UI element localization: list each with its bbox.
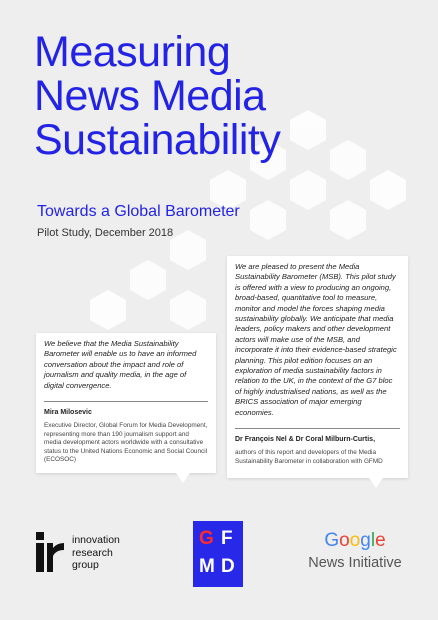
news-initiative-label: News Initiative	[308, 555, 402, 571]
google-letter: G	[324, 530, 340, 551]
gfmd-letter-d: D	[221, 556, 235, 577]
report-edition: Pilot Study, December 2018	[37, 227, 174, 239]
google-letter: l	[370, 530, 376, 551]
divider	[235, 428, 400, 429]
title-line-1: Measuring	[34, 28, 231, 76]
quote-author-role: Executive Director, Global Forum for Media Development, representing more than 190 journalism support and media development actors worldwide with a consultative status to the United Nations Economic and Social Council (ECOSOC)	[44, 422, 208, 464]
google-letter: o	[349, 530, 361, 551]
quote-text: We are pleased to present the Media Sustainability Barometer (MSB). This pilot study is offered with a view to producing an ongoing, broad-based, quantitative tool to measure, monitor and model the forces shaping media sustainability globally. We anticipate that media leaders, policy makers and other development actors will make use of the MSB, and incorporate it into their evidence-based strategic planning. This pilot edition focuses on an exploration of media sustainability factors in relation to the UK, in the context of the G7 bloc of highly industrialised nations, as well as the BRICS association of major emerging economies.	[235, 262, 397, 417]
speech-bubble-tail	[176, 473, 190, 483]
ir-word-research: research	[72, 546, 113, 559]
gfmd-letter-f: F	[221, 528, 233, 549]
quote-card-milosevic	[36, 333, 216, 473]
innovation-research-group-logo	[36, 532, 154, 572]
ir-monogram-icon	[36, 532, 66, 572]
quote-author-role: authors of this report and developers of the Media Sustainability Barometer in collaboration with GFMD	[235, 449, 383, 465]
google-letter: e	[375, 530, 386, 551]
gfmd-letter-m: M	[199, 556, 215, 577]
ir-word-innovation: innovation	[72, 534, 120, 546]
ir-word-group: group	[72, 559, 99, 571]
google-letter: o	[339, 530, 350, 551]
report-title	[34, 30, 414, 162]
quote-card-authors	[227, 256, 408, 478]
gfmd-logo	[193, 521, 243, 587]
divider	[44, 401, 208, 402]
gfmd-letter-g: G	[199, 528, 214, 549]
quote-text: We believe that the Media Sustainability Barometer will enable us to have an informed conversation about the impact and role of journalism and quality media, in the age of digital convergence.	[44, 339, 197, 390]
quote-author: Mira Milosevic	[44, 409, 92, 417]
title-line-2: News Media	[34, 72, 266, 120]
speech-bubble-tail	[369, 478, 383, 488]
ir-wordmark	[72, 534, 120, 572]
google-news-initiative-logo	[292, 530, 418, 580]
title-line-3: Sustainability	[34, 116, 281, 164]
google-wordmark	[292, 530, 418, 552]
quote-author: Dr François Nel & Dr Coral Milburn-Curtis,	[235, 436, 376, 444]
report-subtitle: Towards a Global Barometer	[37, 203, 240, 220]
google-letter: g	[360, 530, 371, 551]
